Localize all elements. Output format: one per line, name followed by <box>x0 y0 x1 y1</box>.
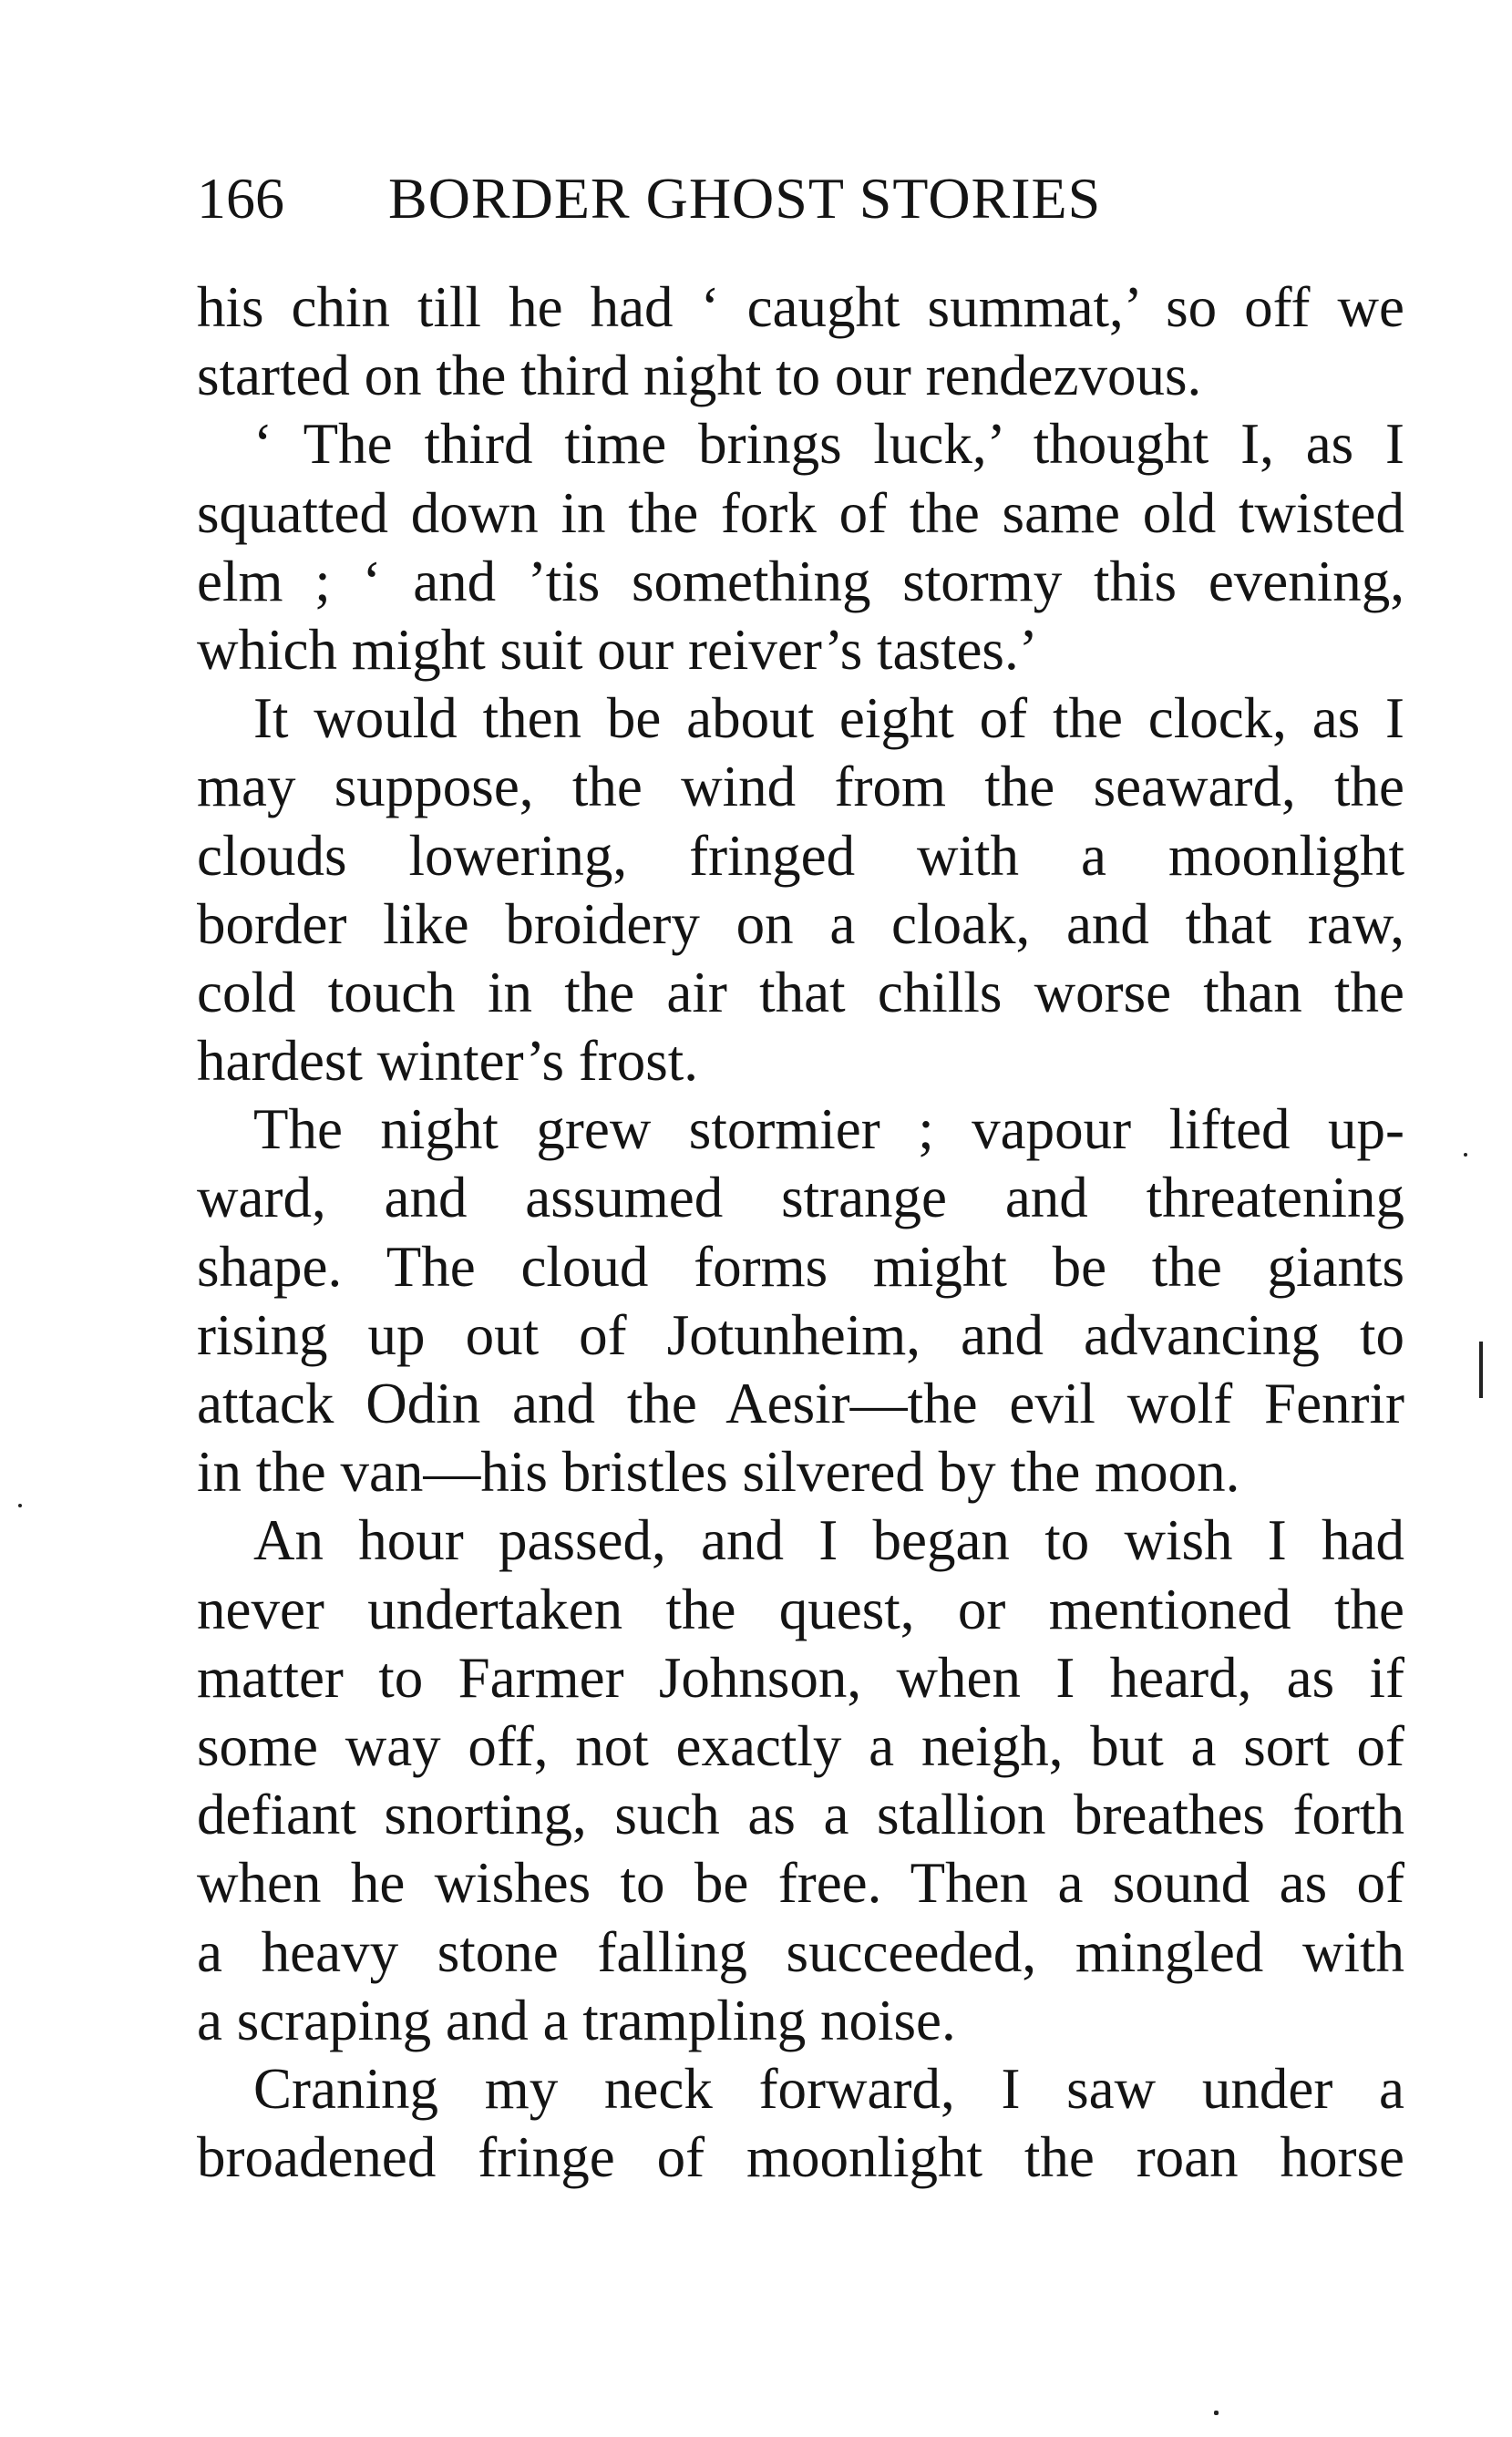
text-line: hardest winter’s frost. <box>197 1029 698 1094</box>
text-line: some way off, not exactly a neigh, but a sort of <box>197 1713 1404 1778</box>
text-line: rising up out of Jotunheim, and advancing to <box>197 1302 1404 1367</box>
margin-dot-mark <box>1464 1153 1467 1157</box>
running-head <box>197 162 1409 235</box>
text-line: Craning my neck forward, I saw under a <box>253 2056 1404 2121</box>
text-line: clouds lowering, fringed with a moonlight <box>197 823 1404 888</box>
text-line: attack Odin and the Aesir—the evil wolf Fenrir <box>197 1372 1404 1435</box>
text-line: never undertaken the quest, or mentioned the <box>197 1577 1404 1641</box>
text-line: border like broidery on a cloak, and that raw, <box>197 891 1404 956</box>
text-line: ward, and assumed strange and threatening <box>197 1166 1404 1230</box>
text-line: a heavy stone falling succeeded, mingled with <box>197 1919 1404 1984</box>
text-line: The night grew stormier ; vapour lifted up- <box>253 1097 1404 1162</box>
page-number: 166 <box>197 166 284 231</box>
margin-bar-mark <box>1479 1342 1483 1398</box>
text-line: defiant snorting, such as a stallion breathes forth <box>197 1783 1404 1847</box>
text-line: may suppose, the wind from the seaward, the <box>197 755 1404 819</box>
text-line: when he wishes to be free. Then a sound as of <box>197 1851 1404 1916</box>
text-line: started on the third night to our rendezvous. <box>197 344 1202 408</box>
text-line: An hour passed, and I began to wish I had <box>253 1508 1404 1573</box>
text-line: which might suit our reiver’s tastes.’ <box>197 617 1038 682</box>
text-line: cold touch in the air that chills worse than the <box>197 960 1404 1024</box>
scan-speck-mark <box>1214 2411 1219 2415</box>
text-line: matter to Farmer Johnson, when I heard, as if <box>197 1645 1404 1710</box>
text-line: broadened fringe of moonlight the roan horse <box>197 2125 1404 2190</box>
text-line: in the van—his bristles silvered by the moon. <box>197 1440 1240 1505</box>
body-text <box>197 273 1404 2192</box>
text-line: elm ; ‘ and ’tis something stormy this evening, <box>197 549 1404 613</box>
text-line: a scraping and a trampling noise. <box>197 1988 956 2052</box>
text-line: It would then be about eight of the clock, as I <box>253 686 1404 751</box>
running-title: BORDER GHOST STORIES <box>388 166 1102 231</box>
margin-dot-mark <box>18 1504 22 1507</box>
text-line: shape. The cloud forms might be the giants <box>197 1234 1404 1299</box>
text-line: ‘ The third time brings luck,’ thought I, as I <box>253 412 1404 477</box>
text-line: his chin till he had ‘ caught summat,’ so off we <box>197 275 1404 339</box>
text-line: squatted down in the fork of the same old twisted <box>197 480 1404 545</box>
